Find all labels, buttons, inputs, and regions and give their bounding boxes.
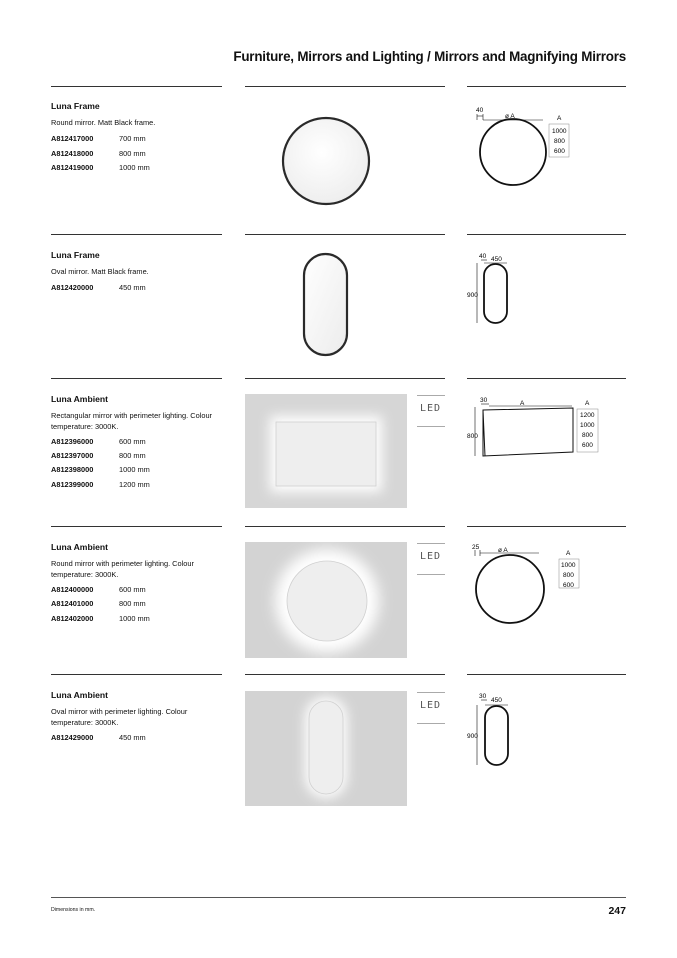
table-header: A [566, 550, 571, 557]
section-divider [467, 378, 626, 379]
depth-label: 40 [479, 253, 487, 260]
table-value: 800 [582, 432, 593, 439]
width-label: A [520, 400, 525, 407]
product-code-row [51, 283, 146, 292]
product-size: 800 mm [119, 599, 146, 608]
table-value: 600 [554, 148, 565, 155]
product-size: 700 mm [119, 134, 146, 143]
product-info [51, 690, 226, 750]
width-label: 450 [491, 256, 502, 263]
height-label: 900 [467, 292, 478, 299]
product-title: Luna Ambient [51, 690, 108, 700]
height-label: 900 [467, 733, 478, 740]
led-divider [417, 426, 445, 427]
table-value: 1000 [561, 562, 576, 569]
product-size: 450 mm [119, 733, 146, 742]
depth-label: 25 [472, 544, 480, 551]
round-mirror-image [245, 104, 407, 216]
led-divider [417, 574, 445, 575]
section-divider [245, 526, 445, 527]
product-code-row [51, 134, 146, 143]
section-divider [467, 234, 626, 235]
dimension-diagram [467, 394, 607, 464]
section-divider [245, 86, 445, 87]
table-value: 600 [563, 582, 574, 589]
table-value: 1000 [552, 128, 567, 135]
product-title: Luna Frame [51, 250, 100, 260]
product-code: A812401000 [51, 599, 94, 608]
led-divider [417, 692, 445, 693]
table-value: 600 [582, 442, 593, 449]
dimension-diagram [467, 100, 587, 200]
product-code: A812418000 [51, 149, 94, 158]
product-photo [245, 691, 407, 806]
round-led-mirror-image [245, 542, 407, 658]
page-number: 247 [608, 905, 626, 917]
section-divider [245, 674, 445, 675]
product-code-row [51, 614, 150, 623]
product-code: A812399000 [51, 480, 94, 489]
product-code-row [51, 465, 150, 474]
led-label: LED [420, 551, 442, 562]
dimension-diagram [467, 248, 547, 330]
product-description: Round mirror. Matt Black frame. [51, 118, 156, 127]
product-size: 1000 mm [119, 163, 150, 172]
product-code: A812400000 [51, 585, 94, 594]
led-label: LED [420, 403, 442, 414]
product-size: 600 mm [119, 585, 146, 594]
section-divider [245, 234, 445, 235]
product-description: Oval mirror. Matt Black frame. [51, 267, 149, 276]
led-divider [417, 395, 445, 396]
section-divider [51, 234, 222, 235]
footer-divider [51, 897, 626, 898]
dimension-diagram [467, 540, 587, 630]
product-code: A812397000 [51, 451, 94, 460]
section-divider [51, 674, 222, 675]
product-size: 600 mm [119, 437, 146, 446]
product-code: A812420000 [51, 283, 94, 292]
product-title: Luna Ambient [51, 394, 108, 404]
product-code-row [51, 480, 150, 489]
oval-mirror-image [245, 249, 407, 361]
product-code-row [51, 585, 146, 594]
product-code-row [51, 149, 146, 158]
product-photo [245, 542, 407, 658]
product-size: 450 mm [119, 283, 146, 292]
height-label: 800 [467, 433, 478, 440]
product-title: Luna Ambient [51, 542, 108, 552]
led-divider [417, 723, 445, 724]
width-label: 450 [491, 697, 502, 704]
section-divider [467, 674, 626, 675]
product-code-row [51, 733, 146, 742]
product-code: A812419000 [51, 163, 94, 172]
product-size: 1000 mm [119, 614, 150, 623]
product-code: A812396000 [51, 437, 94, 446]
section-divider [467, 86, 626, 87]
product-description: Round mirror with perimeter lighting. Colour temperature: 3000K. [51, 559, 194, 579]
section-divider [51, 86, 222, 87]
table-header: A [557, 115, 562, 122]
oval-led-mirror-image [245, 691, 407, 806]
product-info [51, 250, 226, 310]
product-info [51, 542, 226, 632]
product-info [51, 394, 226, 504]
product-info [51, 101, 226, 201]
section-divider [51, 378, 222, 379]
page-title: Furniture, Mirrors and Lighting / Mirrors and Magnifying Mirrors [233, 49, 626, 64]
footer-note: Dimensions in mm. [51, 907, 96, 913]
product-photo [245, 104, 407, 216]
product-code-row [51, 599, 146, 608]
product-size: 800 mm [119, 451, 146, 460]
table-value: 800 [554, 138, 565, 145]
product-size: 1000 mm [119, 465, 150, 474]
product-code: A812429000 [51, 733, 94, 742]
product-photo [245, 394, 407, 508]
product-photo [245, 249, 407, 361]
diameter-label: ø A [505, 113, 515, 120]
depth-label: 40 [476, 107, 484, 114]
product-code-row [51, 451, 146, 460]
section-divider [245, 378, 445, 379]
product-code: A812417000 [51, 134, 94, 143]
table-value: 800 [563, 572, 574, 579]
product-size: 800 mm [119, 149, 146, 158]
product-code-row [51, 163, 150, 172]
product-size: 1200 mm [119, 480, 150, 489]
product-code: A812398000 [51, 465, 94, 474]
product-code: A812402000 [51, 614, 94, 623]
table-header: A [585, 400, 590, 407]
table-value: 1000 [580, 422, 595, 429]
led-label: LED [420, 700, 442, 711]
led-divider [417, 543, 445, 544]
depth-label: 30 [480, 397, 488, 404]
table-value: 1200 [580, 412, 595, 419]
dimension-diagram [467, 688, 547, 770]
section-divider [467, 526, 626, 527]
section-divider [51, 526, 222, 527]
product-description: Oval mirror with perimeter lighting. Colour temperature: 3000K. [51, 707, 188, 727]
product-description: Rectangular mirror with perimeter lighting. Colour temperature: 3000K. [51, 411, 213, 431]
depth-label: 30 [479, 693, 487, 700]
diameter-label: ø A [498, 547, 508, 554]
rectangular-mirror-image [245, 394, 407, 508]
product-title: Luna Frame [51, 101, 100, 111]
product-code-row [51, 437, 146, 446]
